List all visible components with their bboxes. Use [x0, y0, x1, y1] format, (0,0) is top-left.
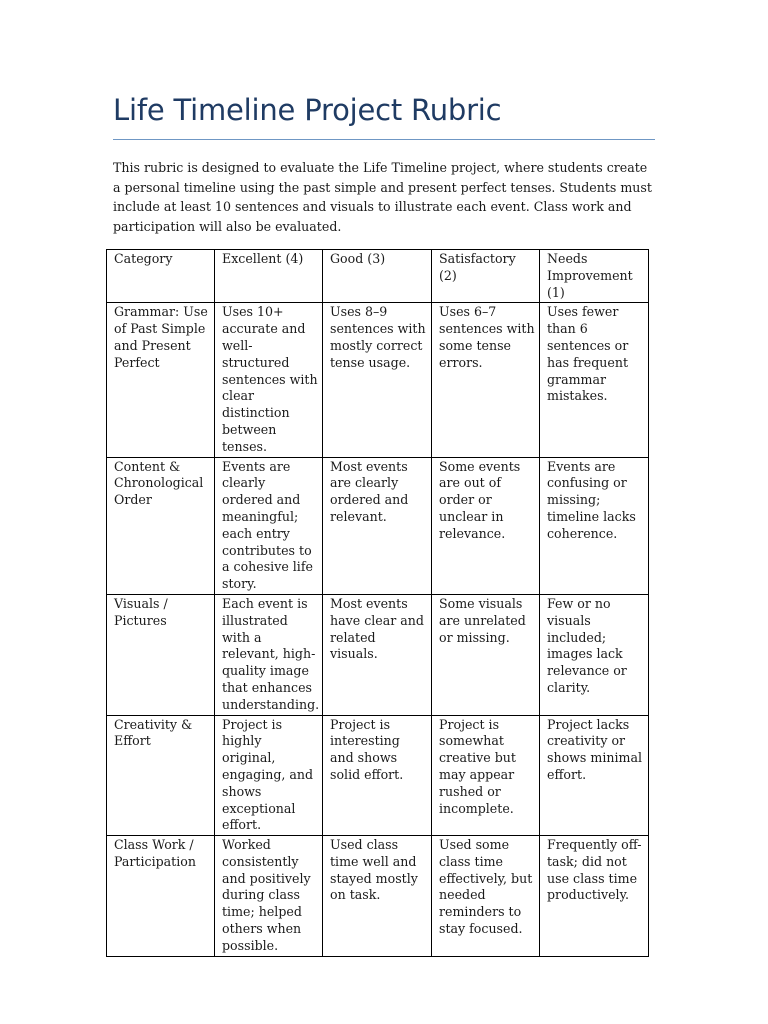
satisfactory-cell: Some events are out of order or unclear in relevance.	[432, 457, 540, 594]
row-category-cell: Creativity & Effort	[107, 715, 215, 836]
rubric-table	[106, 249, 649, 957]
excellent-cell: Events are clearly ordered and meaningful; each entry contributes to a cohesive life story.	[215, 457, 323, 594]
excellent-cell: Project is highly original, engaging, and shows exceptional effort.	[215, 715, 323, 836]
row-category-cell: Grammar: Use of Past Simple and Present Perfect	[107, 303, 215, 457]
needs-improvement-cell: Uses fewer than 6 sentences or has frequent grammar mistakes.	[540, 303, 649, 457]
table-row	[107, 303, 649, 457]
needs-improvement-cell: Frequently off-task; did not use class time productively.	[540, 836, 649, 957]
intro-paragraph: This rubric is designed to evaluate the Life Timeline project, where students create a personal timeline using the past simple and present perfect tenses. Students must include at least 10 sentences and visuals to illustrate each event. Class work and participation will also be evaluated.	[113, 160, 652, 234]
header-needs-improvement: Needs Improvement (1)	[540, 250, 649, 303]
title-divider	[113, 139, 655, 140]
needs-improvement-cell: Few or no visuals included; images lack relevance or clarity.	[540, 594, 649, 715]
good-cell: Most events are clearly ordered and relevant.	[323, 457, 432, 594]
satisfactory-cell: Used some class time effectively, but needed reminders to stay focused.	[432, 836, 540, 957]
header-excellent: Excellent (4)	[215, 250, 323, 303]
needs-improvement-cell: Project lacks creativity or shows minimal effort.	[540, 715, 649, 836]
good-cell: Used class time well and stayed mostly on task.	[323, 836, 432, 957]
table-row	[107, 594, 649, 715]
header-category: Category	[107, 250, 215, 303]
satisfactory-cell: Uses 6–7 sentences with some tense errors.	[432, 303, 540, 457]
satisfactory-cell: Some visuals are unrelated or missing.	[432, 594, 540, 715]
document-title: Life Timeline Project Rubric	[113, 93, 502, 127]
excellent-cell: Each event is illustrated with a relevant, high-quality image that enhances understanding.	[215, 594, 323, 715]
header-satisfactory: Satisfactory (2)	[432, 250, 540, 303]
excellent-cell: Worked consistently and positively during class time; helped others when possible.	[215, 836, 323, 957]
good-cell: Project is interesting and shows solid effort.	[323, 715, 432, 836]
excellent-cell: Uses 10+ accurate and well-structured sentences with clear distinction between tenses.	[215, 303, 323, 457]
needs-improvement-cell: Events are confusing or missing; timeline lacks coherence.	[540, 457, 649, 594]
row-category-cell: Content & Chronological Order	[107, 457, 215, 594]
header-good: Good (3)	[323, 250, 432, 303]
table-row	[107, 836, 649, 957]
satisfactory-cell: Project is somewhat creative but may appear rushed or incomplete.	[432, 715, 540, 836]
table-header-row	[107, 250, 649, 303]
table-row	[107, 457, 649, 594]
good-cell: Most events have clear and related visuals.	[323, 594, 432, 715]
good-cell: Uses 8–9 sentences with mostly correct tense usage.	[323, 303, 432, 457]
row-category-cell: Class Work / Participation	[107, 836, 215, 957]
row-category-cell: Visuals / Pictures	[107, 594, 215, 715]
table-row	[107, 715, 649, 836]
